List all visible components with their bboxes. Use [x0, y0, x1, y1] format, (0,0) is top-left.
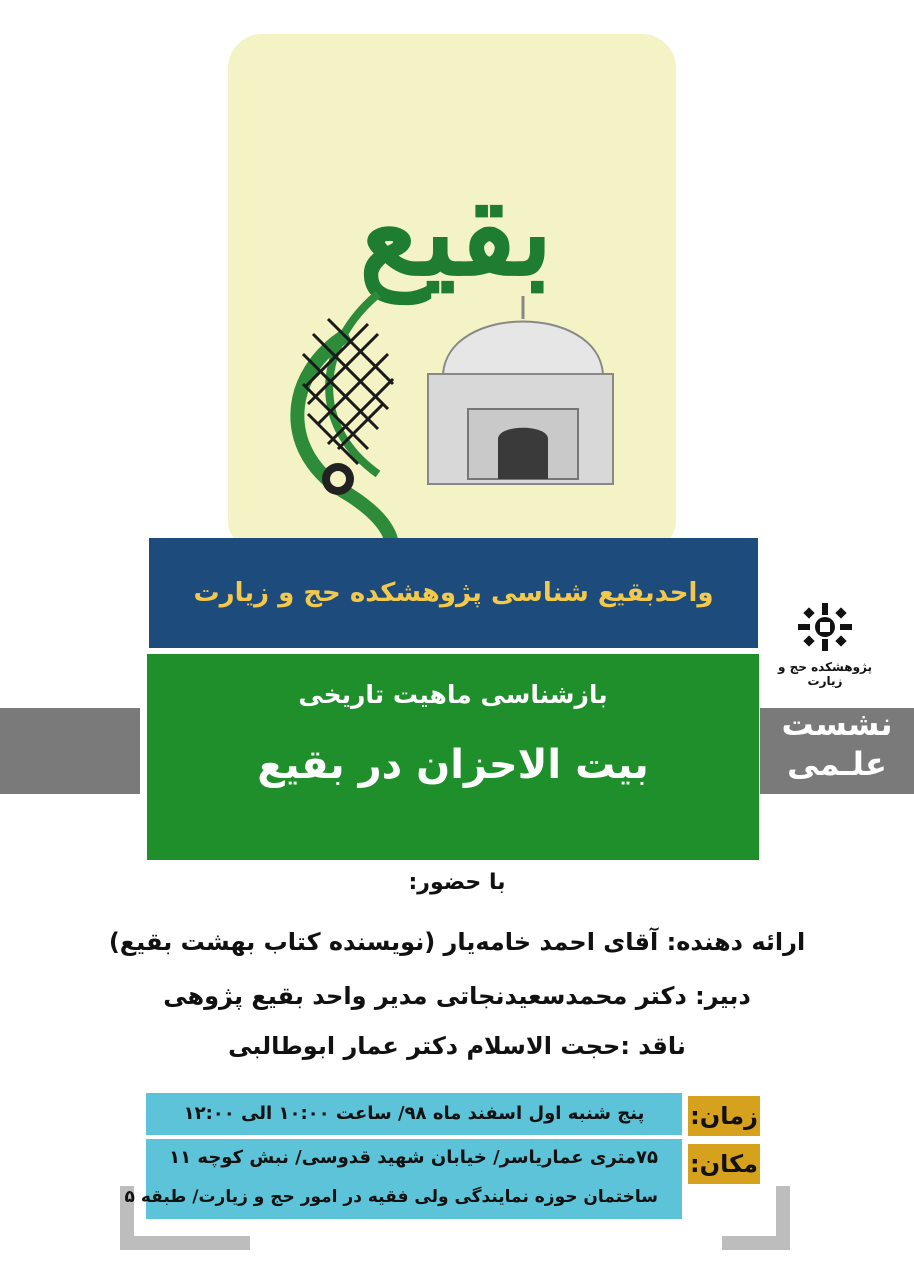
place-value	[124, 1139, 682, 1219]
session-label-line2: علـمی	[787, 745, 887, 783]
critic-line: ناقد :حجت الاسلام دکتر عمار ابوطالبی	[228, 1032, 686, 1060]
session-label	[760, 704, 914, 784]
dome-illustration-icon	[428, 296, 613, 484]
time-label: زمان:	[688, 1096, 760, 1136]
logo-text: پژوهشکده حج و زیارت	[777, 660, 873, 688]
bracket-left-horizontal	[120, 1236, 250, 1250]
topic-subtitle: بازشناسی ماهیت تاریخی	[298, 680, 608, 709]
time-value	[146, 1093, 682, 1135]
topic-title: بیت الاحزان در بقیع	[257, 742, 649, 788]
presence-label: با حضور:	[408, 870, 506, 895]
unit-name: واحدبقیع شناسی پژوهشکده حج و زیارت	[193, 578, 714, 608]
topic-box	[147, 654, 759, 860]
calligraphy-title: بقیع	[358, 162, 554, 303]
institute-emblem-icon	[770, 595, 880, 665]
time-value-text: پنج شنبه اول اسفند ماه ۹۸/ ساعت ۱۰:۰۰ الی ۱۲:۰۰	[183, 1103, 645, 1124]
bracket-right-horizontal	[722, 1236, 790, 1250]
place-line2: ساختمان حوزه نمایندگی ولی فقیه در امور حج و زیارت/ طبقه ۵	[124, 1187, 658, 1207]
presenter-line: ارائه دهنده: آقای احمد خامه‌یار (نویسنده کتاب بهشت بقیع)	[108, 928, 806, 956]
unit-name-bar	[149, 538, 758, 648]
secretary-line: دبیر: دکتر محمدسعیدنجاتی مدیر واحد بقیع پژوهی	[163, 982, 751, 1010]
place-line1: ۷۵متری عماریاسر/ خیابان شهید قدوسی/ نبش کوچه ۱۱	[169, 1147, 658, 1168]
gray-band-left	[0, 708, 140, 794]
poster-card	[228, 34, 676, 554]
session-label-line1: نشست	[781, 705, 893, 743]
calligraphy-illustration	[228, 34, 676, 554]
place-label: مکان:	[688, 1144, 760, 1184]
